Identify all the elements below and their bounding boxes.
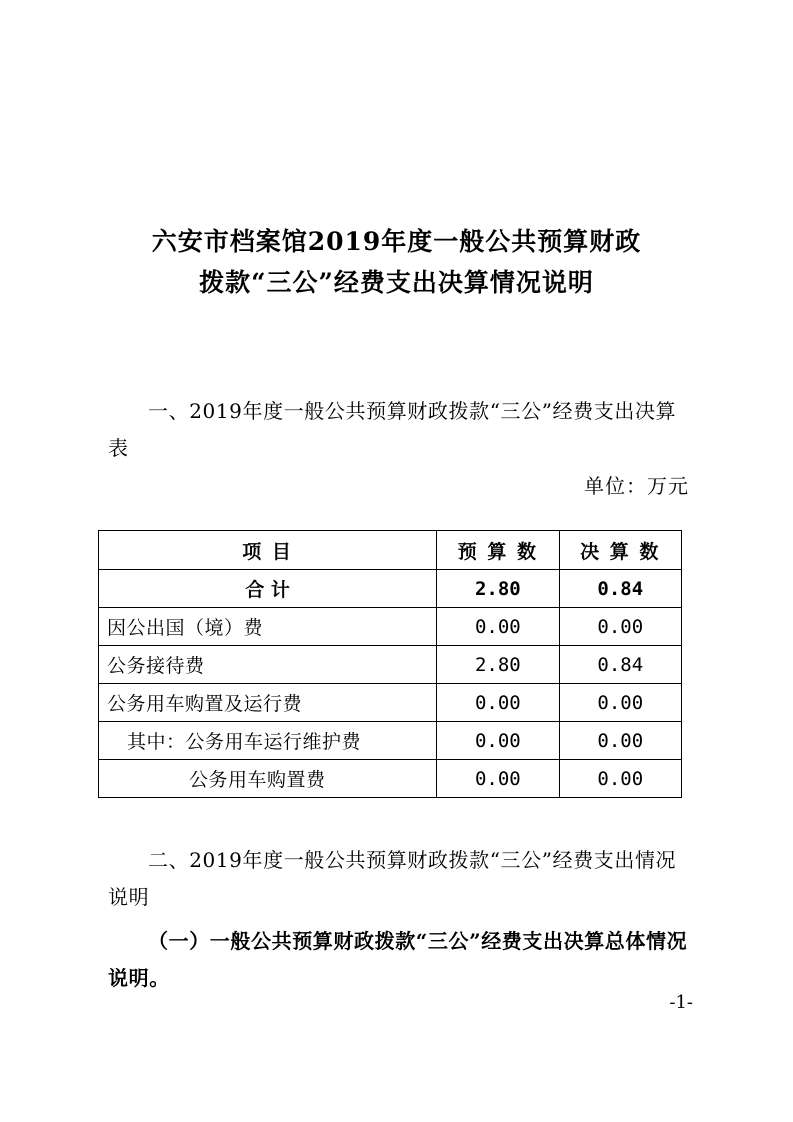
row-final: 0.84 xyxy=(559,570,681,608)
row-budget: 2.80 xyxy=(437,570,559,608)
row-budget: 0.00 xyxy=(437,684,559,722)
table-row xyxy=(99,608,682,646)
row-label: 公务用车购置及运行费 xyxy=(99,684,437,722)
table-row xyxy=(99,646,682,684)
row-label: 公务接待费 xyxy=(99,646,437,684)
table-row xyxy=(99,760,682,798)
row-budget: 0.00 xyxy=(437,722,559,760)
row-label: 因公出国（境）费 xyxy=(99,608,437,646)
section-2-subheading: （一）一般公共预算财政拨款“三公”经费支出决算总体情况说明。 xyxy=(108,929,688,990)
document-title-line-2: 拨款“三公”经费支出决算情况说明 xyxy=(199,268,594,297)
row-final: 0.00 xyxy=(559,722,681,760)
document-title-line-1: 六安市档案馆2019年度一般公共预算财政 xyxy=(151,227,642,256)
table-row xyxy=(99,722,682,760)
row-final: 0.00 xyxy=(559,760,681,798)
table-header-row xyxy=(99,531,682,570)
row-budget: 2.80 xyxy=(437,646,559,684)
section-2-heading: 二、2019年度一般公共预算财政拨款“三公”经费支出情况说明 xyxy=(108,848,677,909)
row-final: 0.84 xyxy=(559,646,681,684)
row-final: 0.00 xyxy=(559,684,681,722)
row-final: 0.00 xyxy=(559,608,681,646)
table-row xyxy=(99,684,682,722)
header-budget: 预 算 数 xyxy=(437,531,559,570)
three-public-expenditure-table xyxy=(98,530,682,798)
page-number: -1- xyxy=(669,992,693,1013)
section-1-heading: 一、2019年度一般公共预算财政拨款“三公”经费支出决算表 xyxy=(108,399,677,460)
row-label: 其中：公务用车运行维护费 xyxy=(99,722,437,760)
table-row-total xyxy=(99,570,682,608)
row-budget: 0.00 xyxy=(437,608,559,646)
header-final: 决 算 数 xyxy=(559,531,681,570)
header-item: 项 目 xyxy=(99,531,437,570)
row-budget: 0.00 xyxy=(437,760,559,798)
row-label: 合 计 xyxy=(99,570,437,608)
row-label: 公务用车购置费 xyxy=(99,760,437,798)
unit-label: 单位：万元 xyxy=(584,474,689,498)
